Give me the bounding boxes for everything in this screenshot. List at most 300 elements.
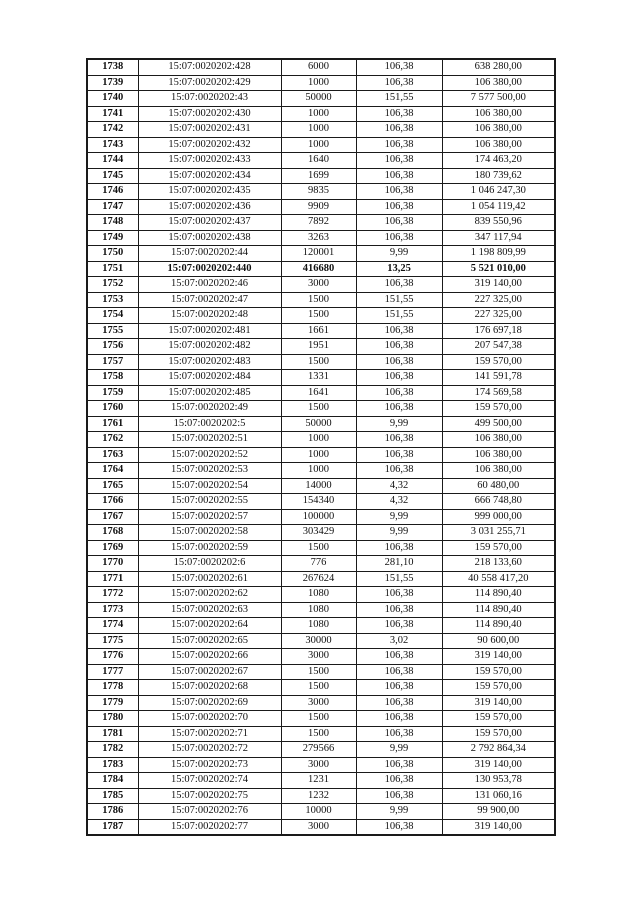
cell-row-number: 1752 xyxy=(87,277,138,293)
cell-sum: 319 140,00 xyxy=(442,277,555,293)
cell-row-number: 1753 xyxy=(87,292,138,308)
cell-quantity: 3000 xyxy=(281,649,356,665)
cell-price: 106,38 xyxy=(356,602,442,618)
table-row xyxy=(87,199,555,215)
cell-quantity: 1080 xyxy=(281,587,356,603)
cell-row-number: 1738 xyxy=(87,59,138,75)
cell-price: 106,38 xyxy=(356,695,442,711)
cell-quantity: 1232 xyxy=(281,788,356,804)
cell-row-number: 1750 xyxy=(87,246,138,262)
cell-row-number: 1749 xyxy=(87,230,138,246)
cell-price: 151,55 xyxy=(356,91,442,107)
table-row xyxy=(87,153,555,169)
parcel-table xyxy=(86,58,556,836)
cell-price: 106,38 xyxy=(356,401,442,417)
cell-price: 4,32 xyxy=(356,494,442,510)
table-row xyxy=(87,556,555,572)
cell-row-number: 1773 xyxy=(87,602,138,618)
cell-row-number: 1742 xyxy=(87,122,138,138)
cell-quantity: 14000 xyxy=(281,478,356,494)
cell-sum: 839 550,96 xyxy=(442,215,555,231)
cell-cadastral-number: 15:07:0020202:428 xyxy=(138,59,281,75)
cell-cadastral-number: 15:07:0020202:74 xyxy=(138,773,281,789)
cell-sum: 131 060,16 xyxy=(442,788,555,804)
cell-price: 106,38 xyxy=(356,137,442,153)
cell-row-number: 1784 xyxy=(87,773,138,789)
cell-quantity: 1000 xyxy=(281,432,356,448)
cell-cadastral-number: 15:07:0020202:433 xyxy=(138,153,281,169)
cell-price: 106,38 xyxy=(356,726,442,742)
table-row xyxy=(87,525,555,541)
cell-cadastral-number: 15:07:0020202:437 xyxy=(138,215,281,231)
cell-quantity: 7892 xyxy=(281,215,356,231)
table-row xyxy=(87,773,555,789)
cell-cadastral-number: 15:07:0020202:77 xyxy=(138,819,281,835)
cell-quantity: 303429 xyxy=(281,525,356,541)
table-row xyxy=(87,571,555,587)
table-row xyxy=(87,215,555,231)
cell-cadastral-number: 15:07:0020202:432 xyxy=(138,137,281,153)
cell-quantity: 3000 xyxy=(281,757,356,773)
table-row xyxy=(87,742,555,758)
cell-sum: 159 570,00 xyxy=(442,664,555,680)
table-row xyxy=(87,649,555,665)
cell-sum: 5 521 010,00 xyxy=(442,261,555,277)
cell-cadastral-number: 15:07:0020202:47 xyxy=(138,292,281,308)
cell-price: 106,38 xyxy=(356,385,442,401)
cell-cadastral-number: 15:07:0020202:51 xyxy=(138,432,281,448)
table-row xyxy=(87,308,555,324)
cell-cadastral-number: 15:07:0020202:70 xyxy=(138,711,281,727)
cell-row-number: 1748 xyxy=(87,215,138,231)
cell-sum: 159 570,00 xyxy=(442,711,555,727)
cell-sum: 666 748,80 xyxy=(442,494,555,510)
cell-row-number: 1764 xyxy=(87,463,138,479)
cell-quantity: 154340 xyxy=(281,494,356,510)
parcel-table-body xyxy=(87,59,555,835)
cell-quantity: 1500 xyxy=(281,711,356,727)
cell-price: 106,38 xyxy=(356,106,442,122)
table-row xyxy=(87,618,555,634)
cell-sum: 106 380,00 xyxy=(442,106,555,122)
cell-row-number: 1747 xyxy=(87,199,138,215)
cell-sum: 999 000,00 xyxy=(442,509,555,525)
cell-cadastral-number: 15:07:0020202:75 xyxy=(138,788,281,804)
table-row xyxy=(87,75,555,91)
cell-sum: 114 890,40 xyxy=(442,602,555,618)
cell-price: 106,38 xyxy=(356,184,442,200)
cell-price: 106,38 xyxy=(356,75,442,91)
cell-sum: 60 480,00 xyxy=(442,478,555,494)
cell-cadastral-number: 15:07:0020202:440 xyxy=(138,261,281,277)
cell-price: 151,55 xyxy=(356,308,442,324)
cell-quantity: 1231 xyxy=(281,773,356,789)
table-row xyxy=(87,122,555,138)
table-row xyxy=(87,540,555,556)
cell-cadastral-number: 15:07:0020202:43 xyxy=(138,91,281,107)
cell-quantity: 1000 xyxy=(281,447,356,463)
cell-cadastral-number: 15:07:0020202:483 xyxy=(138,354,281,370)
cell-price: 281,10 xyxy=(356,556,442,572)
cell-cadastral-number: 15:07:0020202:54 xyxy=(138,478,281,494)
cell-cadastral-number: 15:07:0020202:434 xyxy=(138,168,281,184)
cell-row-number: 1759 xyxy=(87,385,138,401)
cell-row-number: 1770 xyxy=(87,556,138,572)
cell-cadastral-number: 15:07:0020202:71 xyxy=(138,726,281,742)
cell-price: 106,38 xyxy=(356,215,442,231)
cell-cadastral-number: 15:07:0020202:46 xyxy=(138,277,281,293)
cell-price: 106,38 xyxy=(356,370,442,386)
cell-price: 106,38 xyxy=(356,323,442,339)
cell-cadastral-number: 15:07:0020202:76 xyxy=(138,804,281,820)
cell-quantity: 9835 xyxy=(281,184,356,200)
cell-sum: 227 325,00 xyxy=(442,308,555,324)
cell-price: 13,25 xyxy=(356,261,442,277)
cell-cadastral-number: 15:07:0020202:484 xyxy=(138,370,281,386)
cell-price: 106,38 xyxy=(356,587,442,603)
cell-price: 106,38 xyxy=(356,757,442,773)
cell-price: 106,38 xyxy=(356,680,442,696)
table-row xyxy=(87,680,555,696)
cell-quantity: 1699 xyxy=(281,168,356,184)
cell-price: 106,38 xyxy=(356,432,442,448)
cell-row-number: 1758 xyxy=(87,370,138,386)
cell-sum: 130 953,78 xyxy=(442,773,555,789)
table-row xyxy=(87,106,555,122)
cell-sum: 40 558 417,20 xyxy=(442,571,555,587)
cell-quantity: 10000 xyxy=(281,804,356,820)
table-row xyxy=(87,385,555,401)
cell-cadastral-number: 15:07:0020202:61 xyxy=(138,571,281,587)
cell-quantity: 9909 xyxy=(281,199,356,215)
cell-sum: 7 577 500,00 xyxy=(442,91,555,107)
cell-row-number: 1763 xyxy=(87,447,138,463)
cell-price: 9,99 xyxy=(356,804,442,820)
table-row xyxy=(87,91,555,107)
table-row xyxy=(87,168,555,184)
table-row xyxy=(87,788,555,804)
cell-price: 151,55 xyxy=(356,292,442,308)
cell-price: 106,38 xyxy=(356,463,442,479)
cell-row-number: 1776 xyxy=(87,649,138,665)
cell-quantity: 279566 xyxy=(281,742,356,758)
cell-price: 106,38 xyxy=(356,339,442,355)
cell-quantity: 30000 xyxy=(281,633,356,649)
cell-sum: 159 570,00 xyxy=(442,401,555,417)
table-row xyxy=(87,323,555,339)
table-row xyxy=(87,277,555,293)
cell-cadastral-number: 15:07:0020202:65 xyxy=(138,633,281,649)
cell-row-number: 1761 xyxy=(87,416,138,432)
table-row xyxy=(87,354,555,370)
cell-sum: 2 792 864,34 xyxy=(442,742,555,758)
cell-cadastral-number: 15:07:0020202:438 xyxy=(138,230,281,246)
cell-row-number: 1754 xyxy=(87,308,138,324)
cell-row-number: 1785 xyxy=(87,788,138,804)
table-row xyxy=(87,463,555,479)
table-row xyxy=(87,695,555,711)
cell-quantity: 1000 xyxy=(281,75,356,91)
cell-price: 9,99 xyxy=(356,246,442,262)
table-row xyxy=(87,246,555,262)
cell-row-number: 1778 xyxy=(87,680,138,696)
cell-sum: 106 380,00 xyxy=(442,122,555,138)
table-row xyxy=(87,819,555,835)
cell-sum: 227 325,00 xyxy=(442,292,555,308)
cell-price: 9,99 xyxy=(356,742,442,758)
cell-price: 3,02 xyxy=(356,633,442,649)
cell-cadastral-number: 15:07:0020202:44 xyxy=(138,246,281,262)
cell-row-number: 1774 xyxy=(87,618,138,634)
cell-row-number: 1786 xyxy=(87,804,138,820)
table-row xyxy=(87,478,555,494)
cell-quantity: 1500 xyxy=(281,354,356,370)
cell-price: 9,99 xyxy=(356,509,442,525)
cell-sum: 106 380,00 xyxy=(442,463,555,479)
cell-sum: 319 140,00 xyxy=(442,695,555,711)
cell-row-number: 1780 xyxy=(87,711,138,727)
cell-price: 106,38 xyxy=(356,230,442,246)
cell-price: 106,38 xyxy=(356,277,442,293)
table-row xyxy=(87,261,555,277)
cell-sum: 347 117,94 xyxy=(442,230,555,246)
cell-quantity: 1000 xyxy=(281,106,356,122)
cell-quantity: 3000 xyxy=(281,695,356,711)
cell-price: 106,38 xyxy=(356,819,442,835)
cell-price: 106,38 xyxy=(356,447,442,463)
cell-row-number: 1782 xyxy=(87,742,138,758)
cell-cadastral-number: 15:07:0020202:52 xyxy=(138,447,281,463)
cell-price: 106,38 xyxy=(356,168,442,184)
cell-cadastral-number: 15:07:0020202:72 xyxy=(138,742,281,758)
cell-sum: 1 046 247,30 xyxy=(442,184,555,200)
cell-row-number: 1762 xyxy=(87,432,138,448)
cell-quantity: 1500 xyxy=(281,664,356,680)
table-row xyxy=(87,587,555,603)
cell-row-number: 1751 xyxy=(87,261,138,277)
cell-price: 151,55 xyxy=(356,571,442,587)
cell-quantity: 1500 xyxy=(281,540,356,556)
cell-quantity: 1951 xyxy=(281,339,356,355)
table-row xyxy=(87,59,555,75)
cell-sum: 638 280,00 xyxy=(442,59,555,75)
cell-quantity: 50000 xyxy=(281,91,356,107)
cell-price: 106,38 xyxy=(356,153,442,169)
cell-cadastral-number: 15:07:0020202:68 xyxy=(138,680,281,696)
cell-quantity: 1500 xyxy=(281,726,356,742)
cell-price: 106,38 xyxy=(356,788,442,804)
cell-quantity: 100000 xyxy=(281,509,356,525)
cell-quantity: 120001 xyxy=(281,246,356,262)
cell-price: 106,38 xyxy=(356,664,442,680)
cell-cadastral-number: 15:07:0020202:430 xyxy=(138,106,281,122)
cell-row-number: 1768 xyxy=(87,525,138,541)
cell-row-number: 1746 xyxy=(87,184,138,200)
cell-quantity: 6000 xyxy=(281,59,356,75)
cell-quantity: 1080 xyxy=(281,602,356,618)
cell-quantity: 776 xyxy=(281,556,356,572)
cell-quantity: 50000 xyxy=(281,416,356,432)
cell-sum: 3 031 255,71 xyxy=(442,525,555,541)
cell-row-number: 1781 xyxy=(87,726,138,742)
table-row xyxy=(87,664,555,680)
cell-quantity: 1640 xyxy=(281,153,356,169)
cell-quantity: 1500 xyxy=(281,292,356,308)
cell-quantity: 1331 xyxy=(281,370,356,386)
table-row xyxy=(87,401,555,417)
cell-sum: 218 133,60 xyxy=(442,556,555,572)
cell-row-number: 1757 xyxy=(87,354,138,370)
cell-cadastral-number: 15:07:0020202:482 xyxy=(138,339,281,355)
cell-quantity: 3000 xyxy=(281,819,356,835)
cell-cadastral-number: 15:07:0020202:431 xyxy=(138,122,281,138)
cell-sum: 180 739,62 xyxy=(442,168,555,184)
table-row xyxy=(87,726,555,742)
table-row xyxy=(87,370,555,386)
cell-row-number: 1744 xyxy=(87,153,138,169)
cell-quantity: 3000 xyxy=(281,277,356,293)
cell-row-number: 1740 xyxy=(87,91,138,107)
cell-row-number: 1741 xyxy=(87,106,138,122)
cell-cadastral-number: 15:07:0020202:435 xyxy=(138,184,281,200)
cell-quantity: 1080 xyxy=(281,618,356,634)
cell-cadastral-number: 15:07:0020202:62 xyxy=(138,587,281,603)
cell-row-number: 1771 xyxy=(87,571,138,587)
cell-price: 9,99 xyxy=(356,525,442,541)
cell-sum: 106 380,00 xyxy=(442,447,555,463)
cell-row-number: 1787 xyxy=(87,819,138,835)
table-row xyxy=(87,416,555,432)
cell-sum: 499 500,00 xyxy=(442,416,555,432)
cell-cadastral-number: 15:07:0020202:64 xyxy=(138,618,281,634)
table-row xyxy=(87,184,555,200)
cell-sum: 1 054 119,42 xyxy=(442,199,555,215)
cell-cadastral-number: 15:07:0020202:58 xyxy=(138,525,281,541)
cell-row-number: 1779 xyxy=(87,695,138,711)
cell-cadastral-number: 15:07:0020202:67 xyxy=(138,664,281,680)
cell-price: 106,38 xyxy=(356,773,442,789)
cell-quantity: 3263 xyxy=(281,230,356,246)
cell-row-number: 1739 xyxy=(87,75,138,91)
cell-quantity: 1661 xyxy=(281,323,356,339)
cell-quantity: 1000 xyxy=(281,463,356,479)
cell-quantity: 1000 xyxy=(281,137,356,153)
cell-sum: 106 380,00 xyxy=(442,137,555,153)
cell-row-number: 1783 xyxy=(87,757,138,773)
table-row xyxy=(87,509,555,525)
cell-quantity: 1500 xyxy=(281,308,356,324)
cell-sum: 174 463,20 xyxy=(442,153,555,169)
cell-row-number: 1775 xyxy=(87,633,138,649)
table-row xyxy=(87,432,555,448)
cell-sum: 319 140,00 xyxy=(442,649,555,665)
cell-sum: 319 140,00 xyxy=(442,757,555,773)
cell-sum: 159 570,00 xyxy=(442,354,555,370)
cell-row-number: 1743 xyxy=(87,137,138,153)
cell-row-number: 1766 xyxy=(87,494,138,510)
cell-cadastral-number: 15:07:0020202:55 xyxy=(138,494,281,510)
table-row xyxy=(87,292,555,308)
cell-sum: 99 900,00 xyxy=(442,804,555,820)
cell-row-number: 1767 xyxy=(87,509,138,525)
cell-row-number: 1777 xyxy=(87,664,138,680)
cell-cadastral-number: 15:07:0020202:481 xyxy=(138,323,281,339)
cell-row-number: 1760 xyxy=(87,401,138,417)
cell-quantity: 1641 xyxy=(281,385,356,401)
table-row xyxy=(87,137,555,153)
cell-quantity: 1500 xyxy=(281,401,356,417)
cell-price: 106,38 xyxy=(356,354,442,370)
cell-cadastral-number: 15:07:0020202:436 xyxy=(138,199,281,215)
table-row xyxy=(87,757,555,773)
cell-quantity: 416680 xyxy=(281,261,356,277)
cell-row-number: 1769 xyxy=(87,540,138,556)
cell-row-number: 1745 xyxy=(87,168,138,184)
cell-quantity: 267624 xyxy=(281,571,356,587)
cell-sum: 114 890,40 xyxy=(442,587,555,603)
cell-row-number: 1772 xyxy=(87,587,138,603)
cell-cadastral-number: 15:07:0020202:6 xyxy=(138,556,281,572)
table-row xyxy=(87,494,555,510)
cell-sum: 159 570,00 xyxy=(442,726,555,742)
cell-cadastral-number: 15:07:0020202:48 xyxy=(138,308,281,324)
cell-price: 106,38 xyxy=(356,711,442,727)
cell-cadastral-number: 15:07:0020202:53 xyxy=(138,463,281,479)
table-row xyxy=(87,804,555,820)
cell-sum: 106 380,00 xyxy=(442,75,555,91)
table-row xyxy=(87,339,555,355)
cell-row-number: 1765 xyxy=(87,478,138,494)
cell-sum: 106 380,00 xyxy=(442,432,555,448)
cell-sum: 1 198 809,99 xyxy=(442,246,555,262)
cell-price: 106,38 xyxy=(356,59,442,75)
cell-cadastral-number: 15:07:0020202:5 xyxy=(138,416,281,432)
cell-cadastral-number: 15:07:0020202:49 xyxy=(138,401,281,417)
table-row xyxy=(87,230,555,246)
cell-cadastral-number: 15:07:0020202:59 xyxy=(138,540,281,556)
cell-row-number: 1755 xyxy=(87,323,138,339)
cell-cadastral-number: 15:07:0020202:429 xyxy=(138,75,281,91)
table-row xyxy=(87,711,555,727)
cell-price: 9,99 xyxy=(356,416,442,432)
cell-cadastral-number: 15:07:0020202:69 xyxy=(138,695,281,711)
cell-row-number: 1756 xyxy=(87,339,138,355)
cell-cadastral-number: 15:07:0020202:73 xyxy=(138,757,281,773)
cell-sum: 159 570,00 xyxy=(442,540,555,556)
cell-price: 106,38 xyxy=(356,122,442,138)
cell-sum: 114 890,40 xyxy=(442,618,555,634)
cell-quantity: 1000 xyxy=(281,122,356,138)
cell-quantity: 1500 xyxy=(281,680,356,696)
cell-sum: 176 697,18 xyxy=(442,323,555,339)
cell-sum: 141 591,78 xyxy=(442,370,555,386)
table-row xyxy=(87,447,555,463)
cell-price: 4,32 xyxy=(356,478,442,494)
cell-sum: 319 140,00 xyxy=(442,819,555,835)
cell-cadastral-number: 15:07:0020202:63 xyxy=(138,602,281,618)
cell-cadastral-number: 15:07:0020202:66 xyxy=(138,649,281,665)
cell-sum: 207 547,38 xyxy=(442,339,555,355)
table-row xyxy=(87,602,555,618)
cell-price: 106,38 xyxy=(356,649,442,665)
cell-price: 106,38 xyxy=(356,618,442,634)
cell-price: 106,38 xyxy=(356,199,442,215)
cell-cadastral-number: 15:07:0020202:57 xyxy=(138,509,281,525)
table-row xyxy=(87,633,555,649)
cell-cadastral-number: 15:07:0020202:485 xyxy=(138,385,281,401)
cell-sum: 174 569,58 xyxy=(442,385,555,401)
cell-sum: 90 600,00 xyxy=(442,633,555,649)
